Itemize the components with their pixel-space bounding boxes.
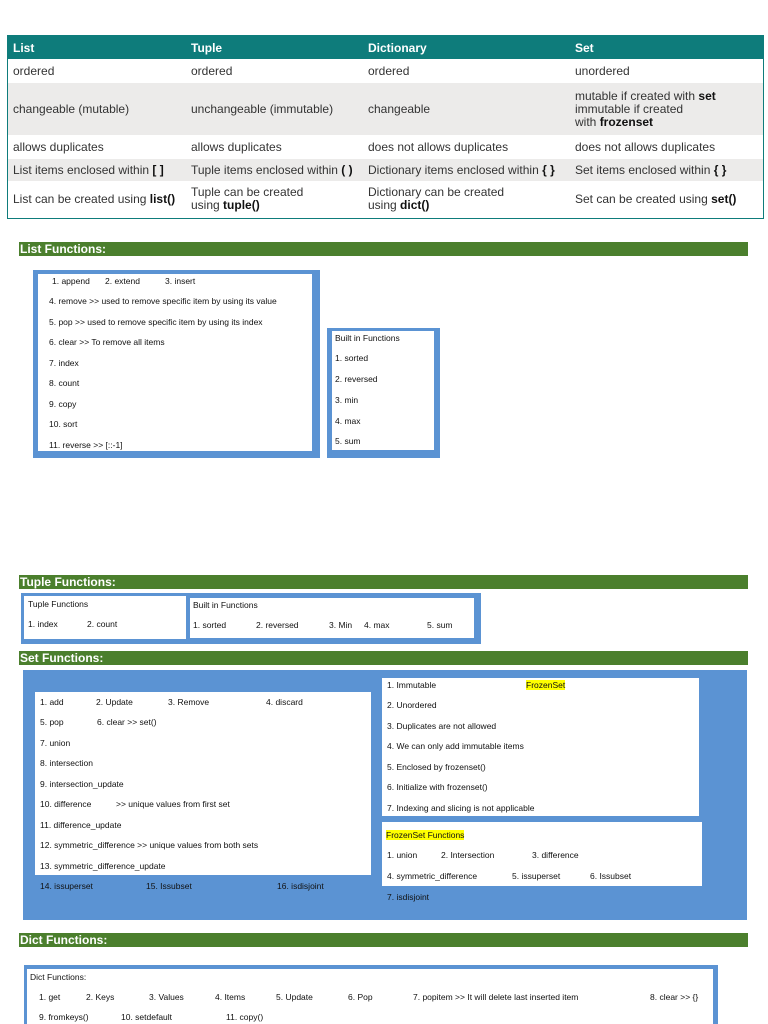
list-item: 3. Remove — [168, 697, 210, 707]
list-item: 1. Immutable — [387, 680, 437, 690]
list-item: 3. min — [335, 395, 359, 405]
list-item: 1. add — [40, 697, 64, 707]
builtins-title: Built in Functions — [193, 600, 258, 610]
table-cell: unordered — [575, 63, 630, 78]
list-item: 4. We can only add immutable items — [387, 741, 524, 751]
list-item: 5. sum — [427, 620, 453, 630]
list-item: 2. Intersection — [441, 850, 495, 860]
table-cell: changeable (mutable) — [8, 83, 187, 135]
list-item: 10. sort — [49, 419, 78, 429]
list-item: 10. setdefault — [121, 1012, 173, 1022]
list-item: 13. symmetric_difference_update — [40, 861, 166, 871]
list-item: 5. sum — [335, 436, 361, 446]
dict-functions-title: Dict Functions: — [30, 972, 87, 982]
list-item: 6. clear >> set() — [97, 717, 157, 727]
table-row — [8, 159, 764, 181]
list-item: 2. count — [87, 619, 118, 629]
list-item: 8. count — [49, 378, 80, 388]
list-item: 6. Issubset — [590, 871, 632, 881]
table-cell: changeable — [363, 83, 570, 135]
list-item: 5. Update — [276, 992, 313, 1002]
list-item: 6. Pop — [348, 992, 373, 1002]
list-item: 1. sorted — [335, 353, 369, 363]
table-row — [8, 83, 764, 135]
list-item: 9. fromkeys() — [39, 1012, 89, 1022]
list-item: 1. append — [52, 276, 90, 286]
table-cell: does not allows duplicates — [368, 139, 509, 154]
list-item: 15. Issubset — [146, 881, 192, 891]
list-item: 11. reverse >> [::-1] — [49, 440, 123, 450]
list-item: 11. difference_update — [40, 820, 122, 830]
list-item: 7. union — [40, 738, 71, 748]
list-item: 3. Values — [149, 992, 184, 1002]
list-item: 2. extend — [105, 276, 140, 286]
table-cell-rich: Tuple items enclosed within ( ) — [186, 159, 363, 181]
list-item: 2. Keys — [86, 992, 115, 1002]
list-item: 6. clear >> To remove all items — [49, 337, 165, 347]
list-item: 2. reversed — [256, 620, 299, 630]
list-item: 4. remove >> used to remove specific item by using its value — [49, 296, 277, 306]
set-functions-header: Set Functions: — [19, 651, 748, 665]
list-item: 1. sorted — [193, 620, 227, 630]
list-item: 3. Min — [329, 620, 353, 630]
builtins-title: Built in Functions — [335, 333, 400, 343]
table-cell-rich: Tuple can be created using tuple() — [191, 185, 304, 213]
table-row — [8, 59, 764, 83]
list-item: 4. max — [335, 416, 361, 426]
list-item: 5. issuperset — [512, 871, 561, 881]
list-item: 4. discard — [266, 697, 303, 707]
comparison-table — [7, 35, 764, 219]
list-item: 9. intersection_update — [40, 779, 124, 789]
list-item: 1. union — [387, 850, 418, 860]
set-panel — [23, 670, 747, 920]
list-item: 10. difference — [40, 799, 92, 809]
table-row — [8, 135, 764, 159]
list-item: 5. pop — [40, 717, 64, 727]
table-row — [8, 181, 764, 218]
list-item: >> unique values from first set — [116, 799, 230, 809]
list-item: 5. pop >> used to remove specific item by using its index — [49, 317, 263, 327]
list-item: 16. isdisjoint — [277, 881, 324, 891]
list-item: 3. Duplicates are not allowed — [387, 721, 497, 731]
table-cell-rich: Dictionary can be created using dict() — [368, 185, 505, 213]
table-cell: allows duplicates — [13, 139, 104, 154]
frozenset-functions-title: FrozenSet Functions — [386, 830, 465, 840]
list-item: 1. index — [28, 619, 58, 629]
list-item: 8. intersection — [40, 758, 93, 768]
list-item: 14. issuperset — [40, 881, 93, 891]
frozenset-label: FrozenSet — [526, 680, 566, 690]
table-cell: allows duplicates — [191, 139, 282, 154]
table-cell: ordered — [368, 63, 410, 78]
list-item: 6. Initialize with frozenset() — [387, 782, 488, 792]
list-item: 1. get — [39, 992, 61, 1002]
list-item: 2. Update — [96, 697, 133, 707]
list-item: 4. symmetric_difference — [387, 871, 478, 881]
list-item: 11. copy() — [226, 1012, 264, 1022]
list-item: 12. symmetric_difference >> unique values from both sets — [40, 840, 259, 850]
table-cell-rich: mutable if created with set immutable if created with frozenset — [570, 83, 764, 135]
list-item: 7. Indexing and slicing is not applicable — [387, 803, 535, 813]
table-cell: unchangeable (immutable) — [186, 83, 363, 135]
header-dictionary: Dictionary — [363, 36, 570, 60]
tuple-functions-header: Tuple Functions: — [19, 575, 748, 589]
table-cell-rich: Dictionary items enclosed within { } — [363, 159, 570, 181]
list-functions-header: List Functions: — [19, 242, 748, 256]
list-item: 2. Unordered — [387, 700, 437, 710]
header-tuple: Tuple — [186, 36, 363, 60]
table-cell: ordered — [13, 63, 55, 78]
list-item: 7. popitem >> It will delete last inserted item — [413, 992, 579, 1002]
list-item: 8. clear >> {} — [650, 992, 699, 1002]
table-cell: ordered — [191, 63, 233, 78]
list-item: 3. difference — [532, 850, 579, 860]
list-item: 9. copy — [49, 399, 77, 409]
list-item: 4. Items — [215, 992, 246, 1002]
tuple-functions-title: Tuple Functions — [28, 599, 89, 609]
list-item: 7. isdisjoint — [387, 892, 430, 902]
table-cell-rich: Set can be created using set() — [575, 191, 737, 206]
header-set: Set — [570, 36, 764, 60]
list-item: 2. reversed — [335, 374, 378, 384]
dict-functions-header: Dict Functions: — [19, 933, 748, 947]
table-cell-rich: Set items enclosed within { } — [570, 159, 764, 181]
table-cell: does not allows duplicates — [575, 139, 716, 154]
table-header-row — [8, 36, 764, 60]
header-list: List — [8, 36, 187, 60]
list-item: 7. index — [49, 358, 79, 368]
table-cell-rich: List items enclosed within [ ] — [8, 159, 187, 181]
list-item: 5. Enclosed by frozenset() — [387, 762, 486, 772]
list-item: 3. insert — [165, 276, 196, 286]
list-builtins-box — [332, 331, 434, 450]
table-cell-rich: List can be created using list() — [13, 191, 176, 206]
list-item: 4. max — [364, 620, 390, 630]
